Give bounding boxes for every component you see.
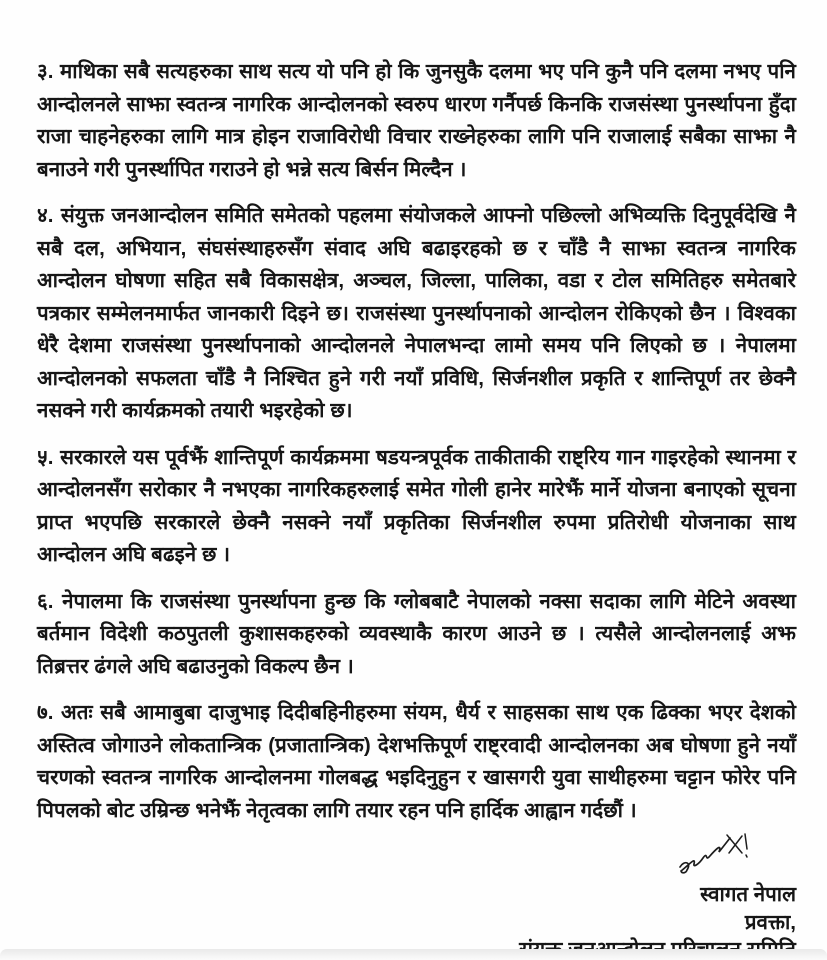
paragraph-7: ७. अतः सबै आमाबुबा दाजुभाइ दिदीबहिनीहरुमा संयम, धैर्य र साहसका साथ एक ढिक्का भएर देशको अस्तित्व जोगाउने लोकतान्त्रिक (प्रजातान्त्रिक) देशभक्तिपूर्ण राष्ट्रवादी आन्दोलनका अब घोषणा हुने नयाँ चरणको स्वतन्त्र नागरिक आन्दोलनमा गोलबद्ध भइदिनुहुन र खासगरी युवा साथीहरुमा चट्टान फोरेर पनि पिपलको बोट उम्रिन्छ भनेझैं नेतृत्वका लागि तयार रहन पनि हार्दिक आह्वान गर्दछौं ।: [37, 701, 796, 822]
scan-edge-strip: [0, 949, 827, 960]
paragraph-3: ३. माथिका सबै सत्यहरुका साथ सत्य यो पनि हो कि जुनसुकै दलमा भए पनि कुनै पनि दलमा नभए पनि आन्दोलनले साझा स्वतन्त्र नागरिक आन्दोलनको स्वरुप धारण गर्नैपर्छ किनकि राजसंस्था पुनर्स्थापना हुँदा राजा चाहनेहरुका लागि मात्र होइन राजाविरोधी विचार राख्नेहरुका लागि पनि राजालाई सबैका साझा नै बनाउने गरी पुनर्स्थापित गराउने हो भन्ने सत्य बिर्सन मिल्दैन ।: [37, 60, 796, 181]
paragraph-4: ४. संयुक्त जनआन्दोलन समिति समेतको पहलमा संयोजकले आफ्नो पछिल्लो अभिव्यक्ति दिनुपूर्वदेखि नै सबै दल, अभियान, संघसंस्थाहरुसँग संवाद अघि बढाइरहको छ र चाँडै नै साझा स्वतन्त्र नागरिक आन्दोलन घोषणा सहित सबै विकासक्षेत्र, अञ्चल, जिल्ला, पालिका, वडा र टोल समितिहरु समेतबारे पत्रकार सम्मेलनमार्फत जानकारी दिइने छ। राजसंस्था पुनर्स्थापनाको आन्दोलन रोकिएको छैन । विश्वका धेरै देशमा राजसंस्था पुनर्स्थापनाको आन्दोलनले नेपालभन्दा लामो समय पनि लिएको छ । नेपालमा आन्दोलनको सफलता चाँडै नै निश्चित हुने गरी नयाँ प्रविधि, सिर्जनशील प्रकृति र शान्तिपूर्ण तर छेक्नै नसक्ने गरी कार्यक्रमको तयारी भइरहेको छ।: [37, 204, 796, 422]
signatory-name: स्वागत नेपाल: [700, 883, 796, 906]
signature-block: [37, 831, 796, 960]
paragraph-6: ६. नेपालमा कि राजसंस्था पुनर्स्थापना हुन्छ कि ग्लोबबाटै नेपालको नक्सा सदाका लागि मेटिने अवस्था बर्तमान विदेशी कठपुतली कुशासकहरुको व्यवस्थाकै कारण आउने छ । त्यसैले आन्दोलनलाई अझ तिब्रत्तर ढंगले अघि बढाउनुको विकल्प छैन ।: [37, 589, 796, 678]
paragraph-5: ५. सरकारले यस पूर्वझैं शान्तिपूर्ण कार्यक्रममा षडयन्त्रपूर्वक ताकीताकी राष्ट्रिय गान गाइरहेको स्थानमा र आन्दोलनसँग सरोकार नै नभएका नागरिकहरुलाई समेत गोली हानेर मारेझैं मार्ने योजना बनाएको सूचना प्राप्त भएपछि सरकारले छेक्नै नसक्ने नयाँ प्रकृतिका सिर्जनशील रुपमा प्रतिरोधी योजनाका साथ आन्दोलन अघि बढइने छ ।: [37, 445, 796, 566]
letter-body: [37, 56, 796, 960]
signatory-role: प्रवक्ता,: [744, 910, 796, 934]
handwritten-signature-mark: [37, 831, 796, 881]
